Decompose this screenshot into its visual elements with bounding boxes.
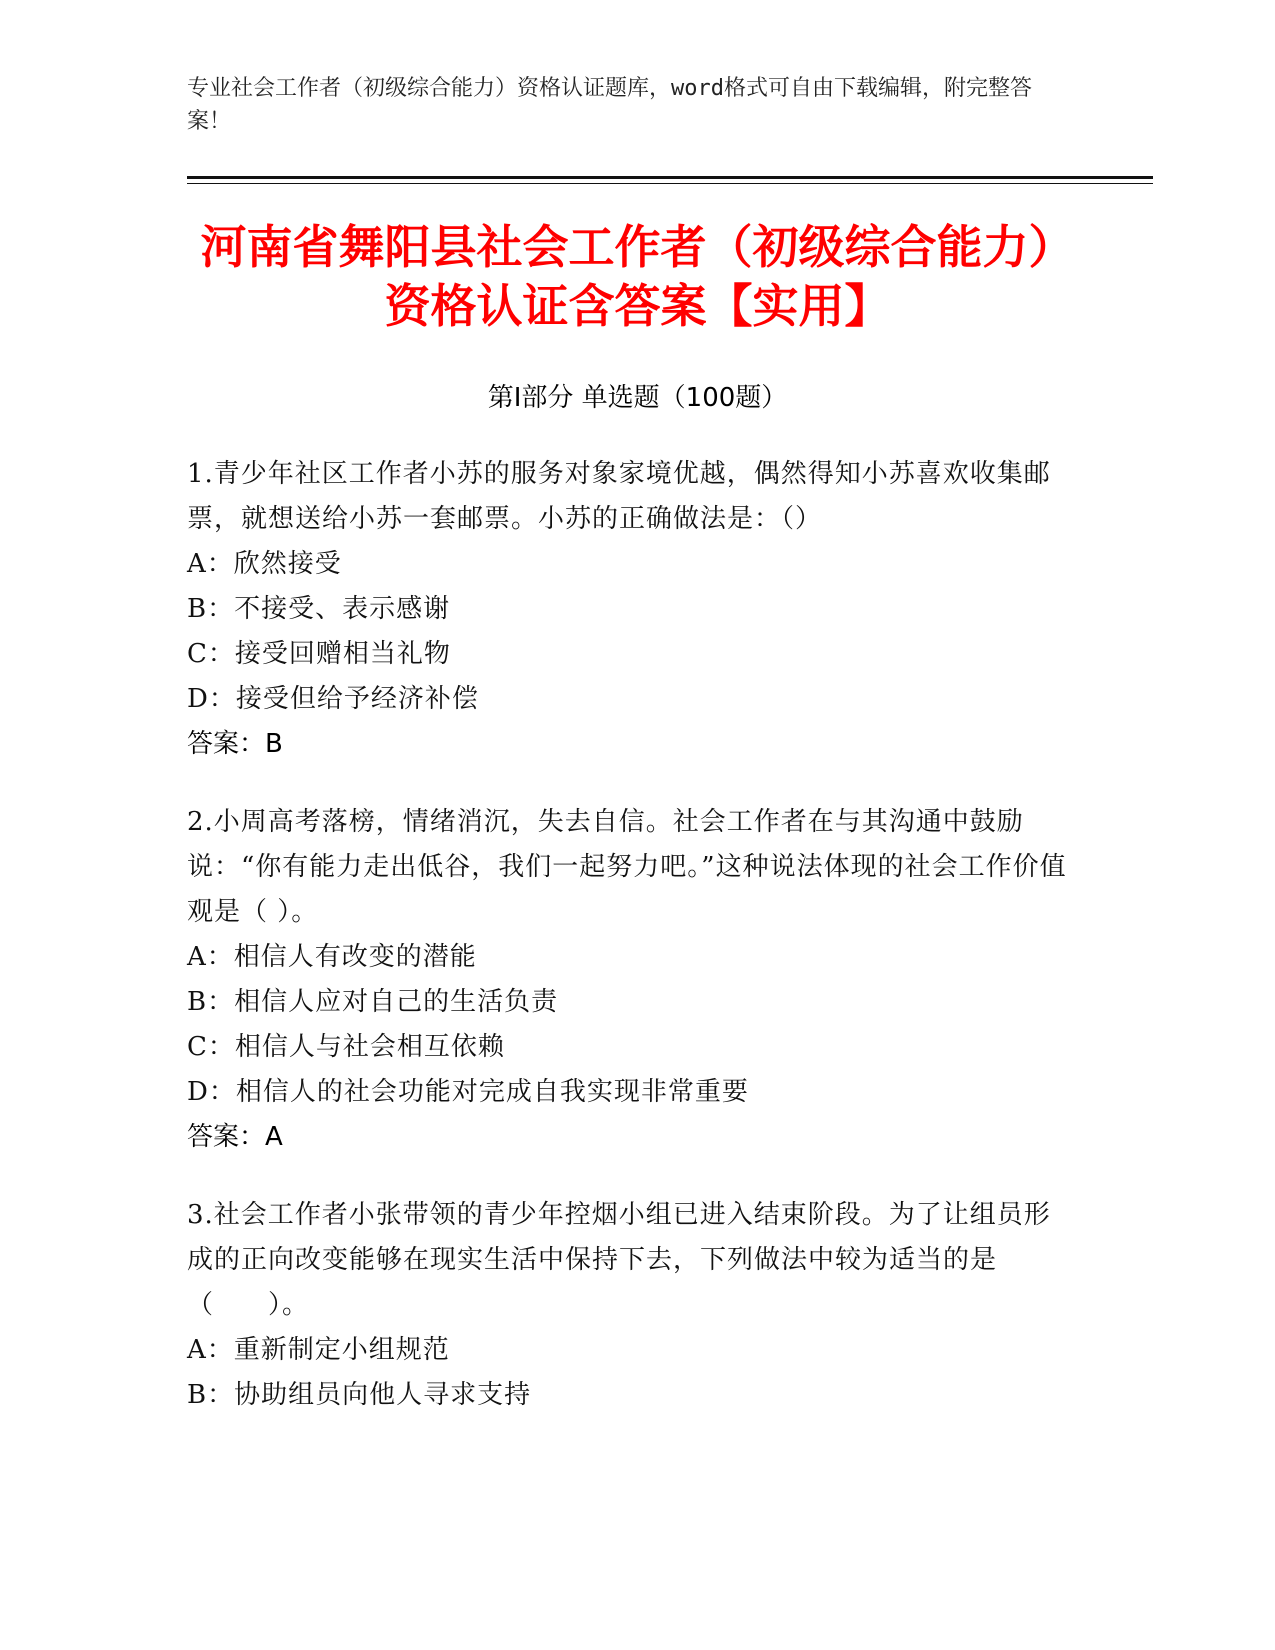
option-b: B：协助组员向他人寻求支持 (187, 1380, 532, 1410)
question-text: 3.社会工作者小张带领的青少年控烟小组已进入结束阶段。为了让组员形成的正向改变能够在现实生活中保持下去，下列做法中较为适当的是（ ）。 (187, 1200, 1051, 1320)
header-note: 专业社会工作者（初级综合能力）资格认证题库，word格式可自由下载编辑，附完整答案！ (187, 76, 1032, 134)
option-c: C：接受回赠相当礼物 (187, 639, 451, 669)
question-2 (187, 800, 1067, 1160)
option-a: A：欣然接受 (187, 549, 342, 579)
document-title-line-2: 资格认证含答案【实用】 (384, 279, 891, 333)
header-divider-thick (187, 176, 1153, 179)
answer-label: 答案：A (187, 1122, 283, 1152)
option-c: C：相信人与社会相互依赖 (187, 1032, 505, 1062)
option-d: D：相信人的社会功能对完成自我实现非常重要 (187, 1077, 749, 1107)
answer-label: 答案：B (187, 729, 283, 759)
question-1 (187, 452, 1067, 767)
question-text: 2.小周高考落榜，情绪消沉，失去自信。社会工作者在与其沟通中鼓励说：“你有能力走出低谷，我们一起努力吧。”这种说法体现的社会工作价值观是（ ）。 (187, 807, 1067, 927)
option-b: B：不接受、表示感谢 (187, 594, 451, 624)
header-divider-thin (187, 183, 1153, 184)
option-d: D：接受但给予经济补偿 (187, 684, 479, 714)
document-title (120, 218, 1155, 336)
question-3 (187, 1193, 1067, 1418)
option-a: A：重新制定小组规范 (187, 1335, 450, 1365)
option-a: A：相信人有改变的潜能 (187, 942, 477, 972)
question-text: 1.青少年社区工作者小苏的服务对象家境优越，偶然得知小苏喜欢收集邮票，就想送给小苏一套邮票。小苏的正确做法是：（） (187, 459, 1051, 534)
document-title-line-1: 河南省舞阳县社会工作者（初级综合能力） (200, 220, 1075, 274)
option-b: B：相信人应对自己的生活负责 (187, 987, 559, 1017)
section-heading: 第Ⅰ部分 单选题（100题） (487, 383, 788, 413)
